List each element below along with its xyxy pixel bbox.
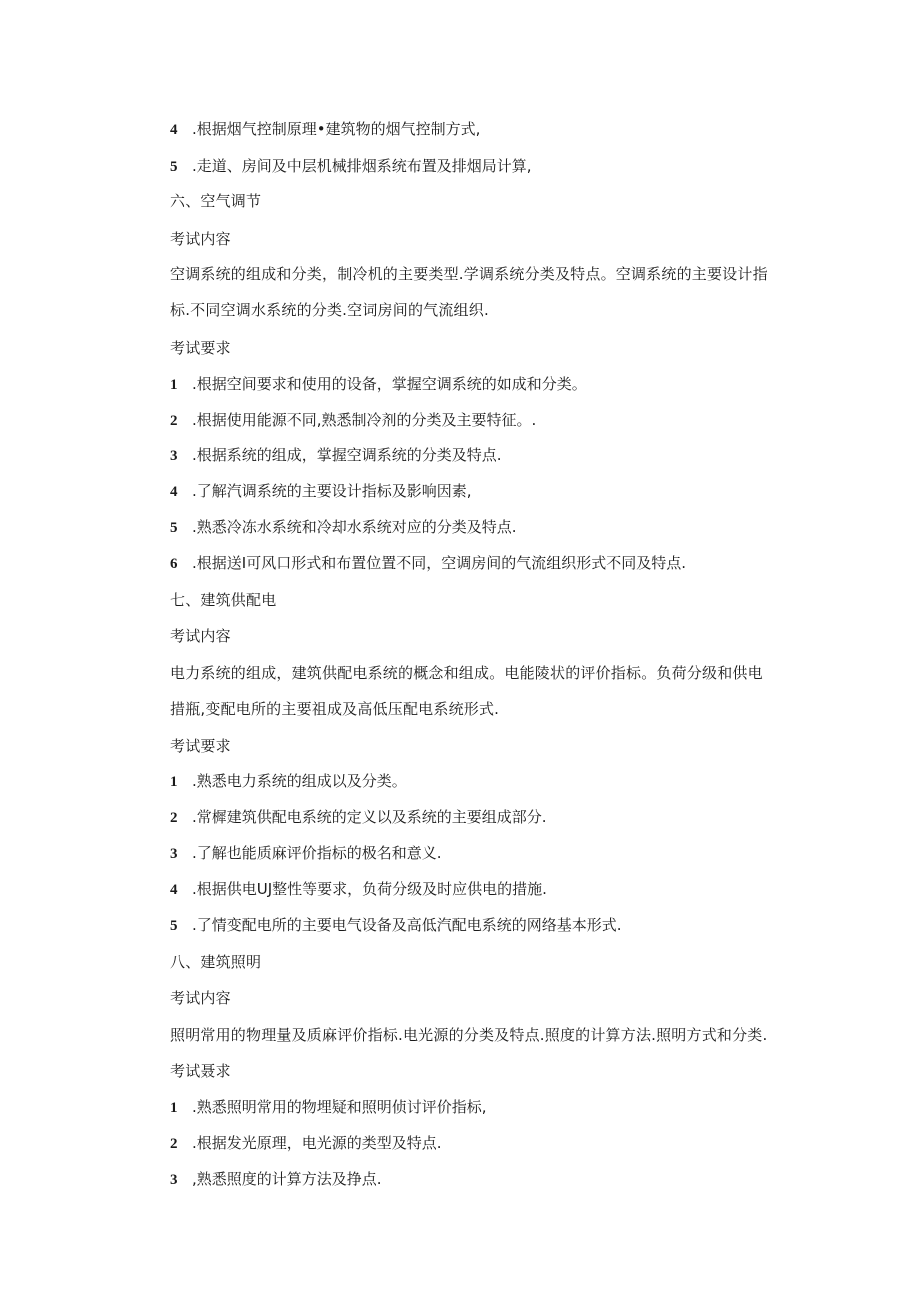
item-text: .根据使用能源不同,熟悉制冷剂的分类及主要特征。. [192,411,537,429]
item-number: 1 [170,377,178,393]
paragraph-line: 电力系统的组成，建筑供配电系统的概念和组成。电能陵状的评价指标。负荷分级和供电 [170,664,763,682]
list-item [170,915,622,936]
list-item [170,481,472,502]
item-text: .根据系统的组成，掌握空调系统的分类及特点. [192,446,502,464]
list-item [170,445,502,466]
subheading: 考试聂求 [170,1062,231,1080]
section-heading: 七、建筑供配电 [170,591,277,609]
item-number: 3 [170,448,178,464]
list-item [170,374,587,395]
list-item [170,156,532,177]
item-number: 2 [170,413,178,429]
item-number: 3 [170,846,178,862]
item-text: .根据烟气控制原理•建筑物的烟气控制方式, [192,120,481,138]
list-item [170,843,442,864]
paragraph-line: 措瓶,变配电所的主要祖成及高低压配电系统形式. [170,700,500,718]
item-text: ,熟悉照度的计算方法及挣点. [192,1170,382,1188]
item-text: .根据空间要求和使用的设备，掌握空调系统的如成和分类。 [192,375,587,393]
item-text: .熟悉照明常用的物埋疑和照明侦讨评价指标, [192,1098,487,1116]
item-number: 5 [170,520,178,536]
list-item [170,807,547,828]
item-text: .根据发光原理，电光源的类型及特点. [192,1134,442,1152]
section-heading: 八、建筑照明 [170,953,262,971]
subheading: 考试内容 [170,989,231,1007]
paragraph-line: 空调系统的组成和分类，制冷机的主要类型.学调系统分类及特点。空调系统的主要设计指 [170,265,768,283]
item-text: .了解汽调系统的主要设计指标及影响因素, [192,482,472,500]
item-number: 3 [170,1172,178,1188]
list-item [170,1097,487,1118]
item-text: .根据供电UJ整性等要求，负荷分级及时应供电的措施. [192,880,547,898]
item-number: 1 [170,1100,178,1116]
subheading: 考试要求 [170,339,231,357]
list-item [170,517,517,538]
section-heading: 六、空气调节 [170,192,262,210]
item-text: .了情变配电所的主要电气设备及高低汽配电系统的网络基本形式. [192,916,622,934]
list-item [170,1169,382,1190]
item-number: 2 [170,1136,178,1152]
paragraph-line: 照明常用的物理量及质麻评价指标.电光源的分类及特点.照度的计算方法.照明方式和分类. [170,1026,768,1044]
item-number: 1 [170,774,178,790]
item-number: 4 [170,122,178,138]
list-item [170,879,547,900]
item-text: .根据送I可风口形式和布置位置不同，空调房间的气流组织形式不同及特点. [192,554,686,572]
list-item [170,771,407,792]
list-item [170,119,480,140]
subheading: 考试内容 [170,230,231,248]
list-item [170,1133,442,1154]
item-number: 2 [170,810,178,826]
item-number: 4 [170,882,178,898]
item-number: 4 [170,484,178,500]
item-number: 5 [170,159,178,175]
subheading: 考试内容 [170,627,231,645]
subheading: 考试要求 [170,737,231,755]
item-text: .走道、房间及中层机械排烟系统布置及排烟局计算, [192,157,532,175]
list-item [170,410,536,431]
item-number: 5 [170,918,178,934]
item-number: 6 [170,556,178,572]
item-text: .熟悉冷冻水系统和冷却水系统对应的分类及特点. [192,518,517,536]
item-text: .了解也能质麻评价指标的极名和意义. [192,844,442,862]
paragraph-line: 标.不同空调水系统的分类.空词房间的气流组织. [170,301,489,319]
list-item [170,553,686,574]
item-text: .常樨建筑供配电系统的定义以及系统的主要组成部分. [192,808,547,826]
item-text: .熟悉电力系统的组成以及分类。 [192,772,407,790]
